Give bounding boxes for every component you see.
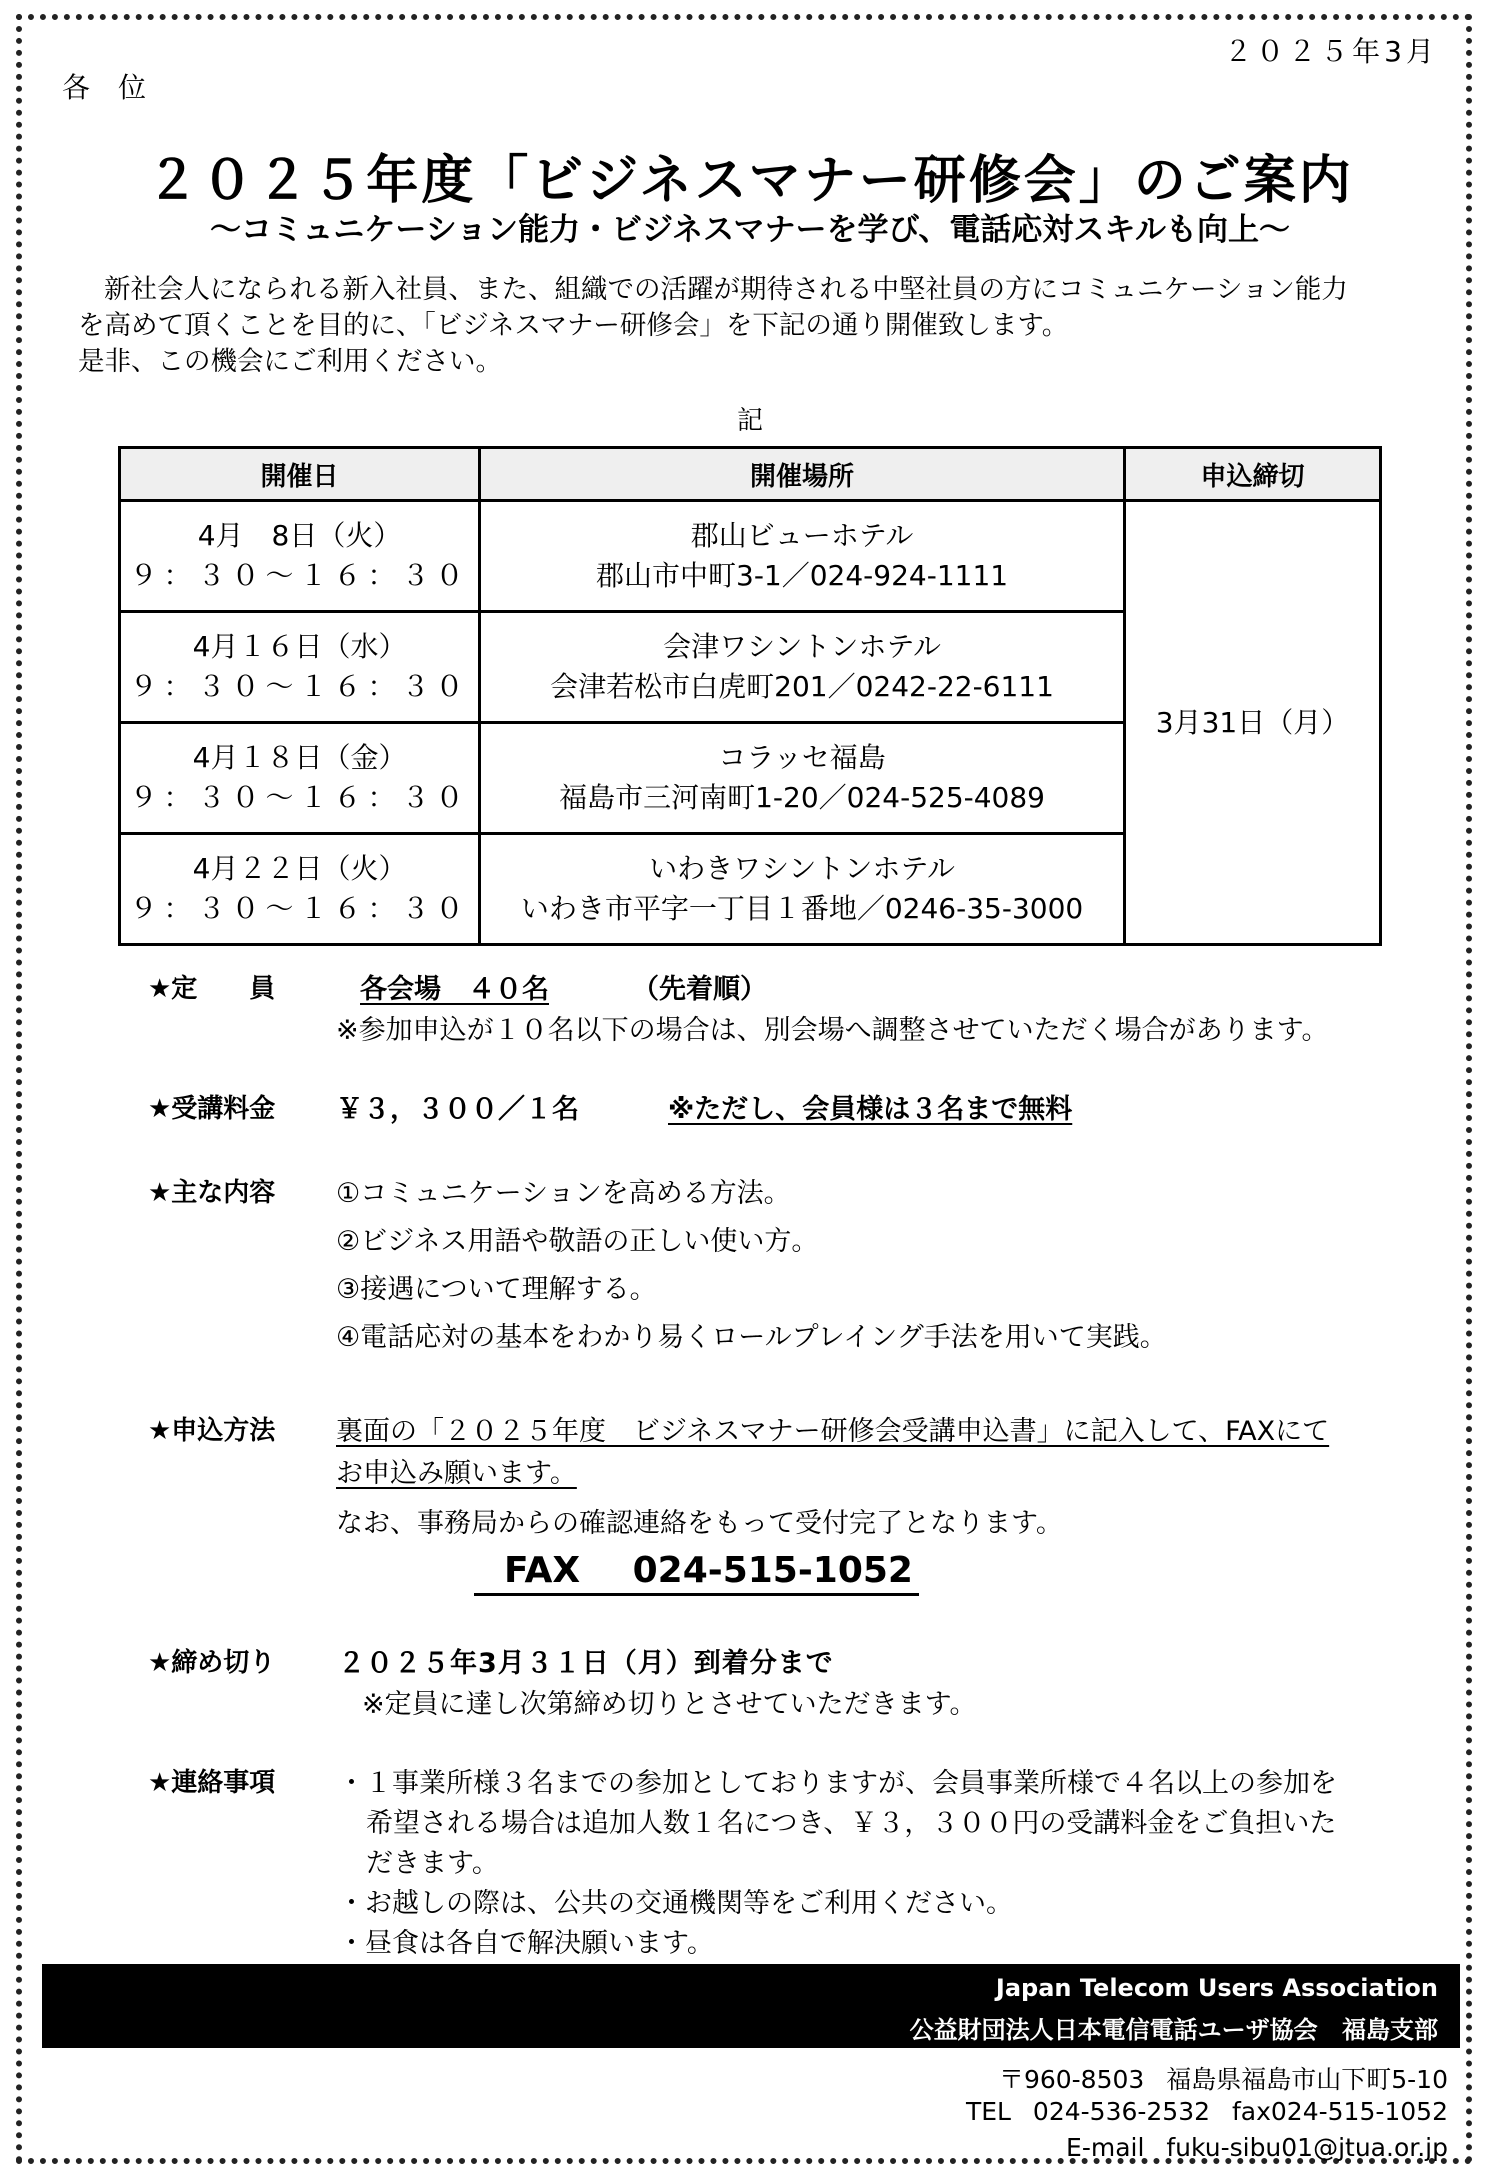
content-label: ★主な内容: [148, 1178, 276, 1208]
table-header-row: [120, 448, 1381, 501]
capacity-note: （先着順）: [632, 974, 767, 1005]
schedule-table: [118, 446, 1382, 946]
intro-line: 是非、この機会にご利用ください。: [78, 346, 502, 377]
fax-number: FAX 024-515-1052: [474, 1550, 919, 1596]
venue-cell: [480, 834, 1125, 945]
capacity-label: ★定 員: [148, 974, 276, 1004]
venue-address: 郡山市中町3-1／024-924-1111: [596, 559, 1009, 592]
intro-text: [78, 272, 1438, 380]
notes-item: ・１事業所様３名までの参加としておりますが、会員事業所様で４名以上の参加を: [338, 1768, 1337, 1799]
date-cell: [120, 612, 480, 723]
venue-name: コラッセ福島: [718, 741, 886, 774]
phone-fax: TEL 024-536-2532 fax024-515-1052: [965, 2097, 1448, 2126]
session-date: 4月２２日（火）: [192, 852, 407, 885]
page-subtitle: ～コミュニケーション能力・ビジネスマナーを学び、電話応対スキルも向上～: [209, 212, 1291, 248]
venue-name: いわきワシントンホテル: [649, 852, 955, 885]
session-time: ９：３０～１６：３０: [129, 559, 470, 592]
apply-line: 裏面の「２０２５年度 ビジネスマナー研修会受講申込書」に記入して、FAXにて: [336, 1416, 1330, 1447]
venue-address: 会津若松市白虎町201／0242-22-6111: [550, 670, 1054, 703]
venue-name: 郡山ビューホテル: [690, 519, 914, 552]
venue-address: いわき市平字一丁目１番地／0246-35-3000: [520, 892, 1084, 925]
notes-item: ・昼食は各自で解決願います。: [338, 1928, 714, 1959]
content-item: ④電話応対の基本をわかり易くロールプレイング手法を用いて実践。: [336, 1322, 1167, 1353]
header-venue: 開催場所: [480, 448, 1125, 501]
postal-address: 〒960-8503 福島県福島市山下町5-10: [998, 2065, 1448, 2094]
header-deadline: 申込締切: [1125, 448, 1381, 501]
notes-item: ・お越しの際は、公共の交通機関等をご利用ください。: [338, 1888, 1013, 1919]
date-cell: [120, 501, 480, 612]
content-item: ①コミュニケーションを高める方法。: [336, 1178, 791, 1209]
notes-item: 希望される場合は追加人数１名につき、￥３，３００円の受講料金をご負担いた: [366, 1808, 1337, 1839]
session-time: ９：３０～１６：３０: [129, 892, 470, 925]
capacity-remark: ※参加申込が１０名以下の場合は、別会場へ調整させていただく場合があります。: [336, 1015, 1329, 1046]
venue-cell: [480, 612, 1125, 723]
table-row: [120, 501, 1381, 612]
email-address: E-mail fuku-sibu01@jtua.or.jp: [1066, 2133, 1448, 2162]
session-date: 4月 8日（火）: [197, 519, 402, 552]
venue-cell: [480, 501, 1125, 612]
deadline-label: ★締め切り: [148, 1648, 276, 1678]
session-date: 4月１８日（金）: [192, 741, 407, 774]
fee-label: ★受講料金: [148, 1094, 276, 1124]
issue-date: ２０２５年3月: [1224, 35, 1438, 68]
page-title: ２０２５年度「ビジネスマナー研修会」のご案内: [146, 151, 1354, 211]
date-cell: [120, 723, 480, 834]
ki-mark: 記: [736, 406, 763, 436]
date-cell: [120, 834, 480, 945]
intro-line: 新社会人になられる新入社員、また、組織での活躍が期待される中堅社員の方にコミュニケーション能力: [104, 274, 1348, 305]
apply-line: なお、事務局からの確認連絡をもって受付完了となります。: [336, 1508, 1063, 1539]
footer-bar: [42, 1964, 1460, 2048]
apply-line: お申込み願います。: [336, 1458, 577, 1489]
content-item: ③接遇について理解する。: [336, 1274, 657, 1305]
deadline-value: ２０２５年3月３１日（月）到着分まで: [338, 1648, 834, 1679]
venue-address: 福島市三河南町1-20／024-525-4089: [559, 781, 1045, 814]
venue-name: 会津ワシントンホテル: [663, 630, 941, 663]
venue-cell: [480, 723, 1125, 834]
header-date: 開催日: [120, 448, 480, 501]
addressee: 各位: [62, 71, 175, 104]
org-name-jp: 公益財団法人日本電信電話ユーザ協会 福島支部: [909, 2016, 1438, 2044]
session-time: ９：３０～１６：３０: [129, 670, 470, 703]
fee-value: ￥３，３００／１名: [336, 1094, 579, 1125]
capacity-value: 各会場 ４０名: [360, 974, 549, 1005]
notes-item: だきます。: [366, 1848, 499, 1879]
session-date: 4月１６日（水）: [192, 630, 407, 663]
fee-note: ※ただし、会員様は３名まで無料: [668, 1094, 1073, 1125]
deadline-note: ※定員に達し次第締め切りとさせていただきます。: [362, 1689, 977, 1720]
org-name-en: Japan Telecom Users Association: [995, 1974, 1438, 2002]
session-time: ９：３０～１６：３０: [129, 781, 470, 814]
content-item: ②ビジネス用語や敬語の正しい使い方。: [336, 1226, 819, 1257]
deadline-cell: 3月31日（月）: [1125, 501, 1381, 945]
notes-label: ★連絡事項: [148, 1768, 276, 1798]
intro-line: を高めて頂くことを目的に、「ビジネスマナー研修会」を下記の通り開催致します。: [78, 310, 1069, 341]
apply-label: ★申込方法: [148, 1416, 276, 1446]
